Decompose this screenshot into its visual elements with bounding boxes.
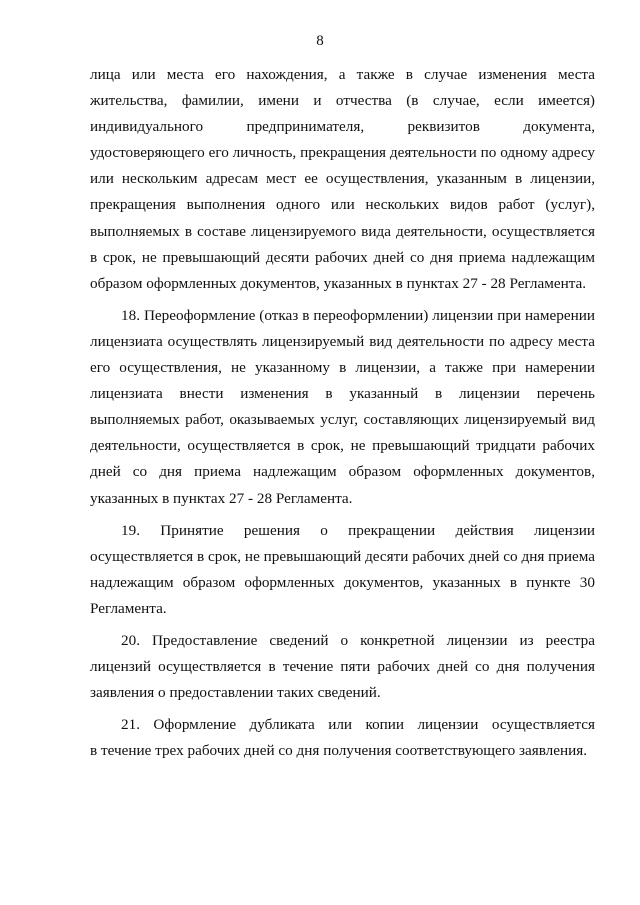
text-line: в срок, не превышающий десяти рабочих дней со дня приема надлежащим — [90, 248, 595, 266]
text-line: лицензиата внести изменения в указанный в лицензии перечень — [90, 385, 595, 403]
text-line: выполняемых работ, оказываемых услуг, составляющих лицензируемый вид — [90, 411, 595, 429]
text-line: лицензиата осуществлять лицензируемый вид деятельности по адресу места — [90, 332, 595, 350]
paragraph-18 — [90, 303, 595, 512]
text-line: в течение трех рабочих дней со дня получения соответствующего заявления. — [90, 742, 588, 760]
text-line: или нескольким адресам мест ее осуществления, указанным в лицензии, — [90, 170, 595, 188]
text-line: осуществляется в срок, не превышающий десяти рабочих дней со дня приема — [90, 547, 595, 565]
paragraph-19 — [90, 518, 595, 622]
text-line: лица или места его нахождения, а также в случае изменения места — [90, 66, 595, 83]
text-line: выполняемых в составе лицензируемого вида деятельности, осуществляется — [90, 222, 595, 240]
text-line: указанных в пунктах 27 - 28 Регламента. — [90, 489, 353, 507]
text-line: дней со дня приема надлежащим образом оформленных документов, — [90, 463, 595, 481]
document-body — [90, 62, 595, 764]
paragraph-20 — [90, 628, 595, 706]
text-line: индивидуального предпринимателя, реквизитов документа, — [90, 118, 595, 136]
text-line: 19. Принятие решения о прекращении действия лицензии — [121, 521, 595, 539]
page-number: 8 — [316, 33, 324, 49]
text-line: заявления о предоставлении таких сведений. — [90, 684, 381, 702]
text-line: деятельности, осуществляется в срок, не превышающий тридцати рабочих — [90, 437, 595, 455]
text-line: лицензий осуществляется в течение пяти рабочих дней со дня получения — [90, 658, 595, 676]
text-line: удостоверяющего его личность, прекращения деятельности по одному адресу — [90, 144, 595, 162]
paragraph-21 — [90, 712, 595, 764]
text-line: Регламента. — [90, 599, 167, 617]
text-line: 21. Оформление дубликата или копии лицензии осуществляется — [121, 716, 595, 734]
text-line: надлежащим образом оформленных документов, указанных в пункте 30 — [90, 573, 595, 591]
text-line: прекращения выполнения одного или нескольких видов работ (услуг), — [90, 196, 595, 214]
text-line: 20. Предоставление сведений о конкретной лицензии из реестра — [121, 631, 595, 649]
text-line: 18. Переоформление (отказ в переоформлении) лицензии при намерении — [121, 306, 595, 324]
paragraph-continuation — [90, 62, 595, 297]
text-line: жительства, фамилии, имени и отчества (в случае, если имеется) — [90, 92, 595, 110]
text-line: образом оформленных документов, указанных в пунктах 27 - 28 Регламента. — [90, 274, 587, 292]
text-line: его осуществления, не указанному в лицензии, а также при намерении — [90, 359, 595, 377]
